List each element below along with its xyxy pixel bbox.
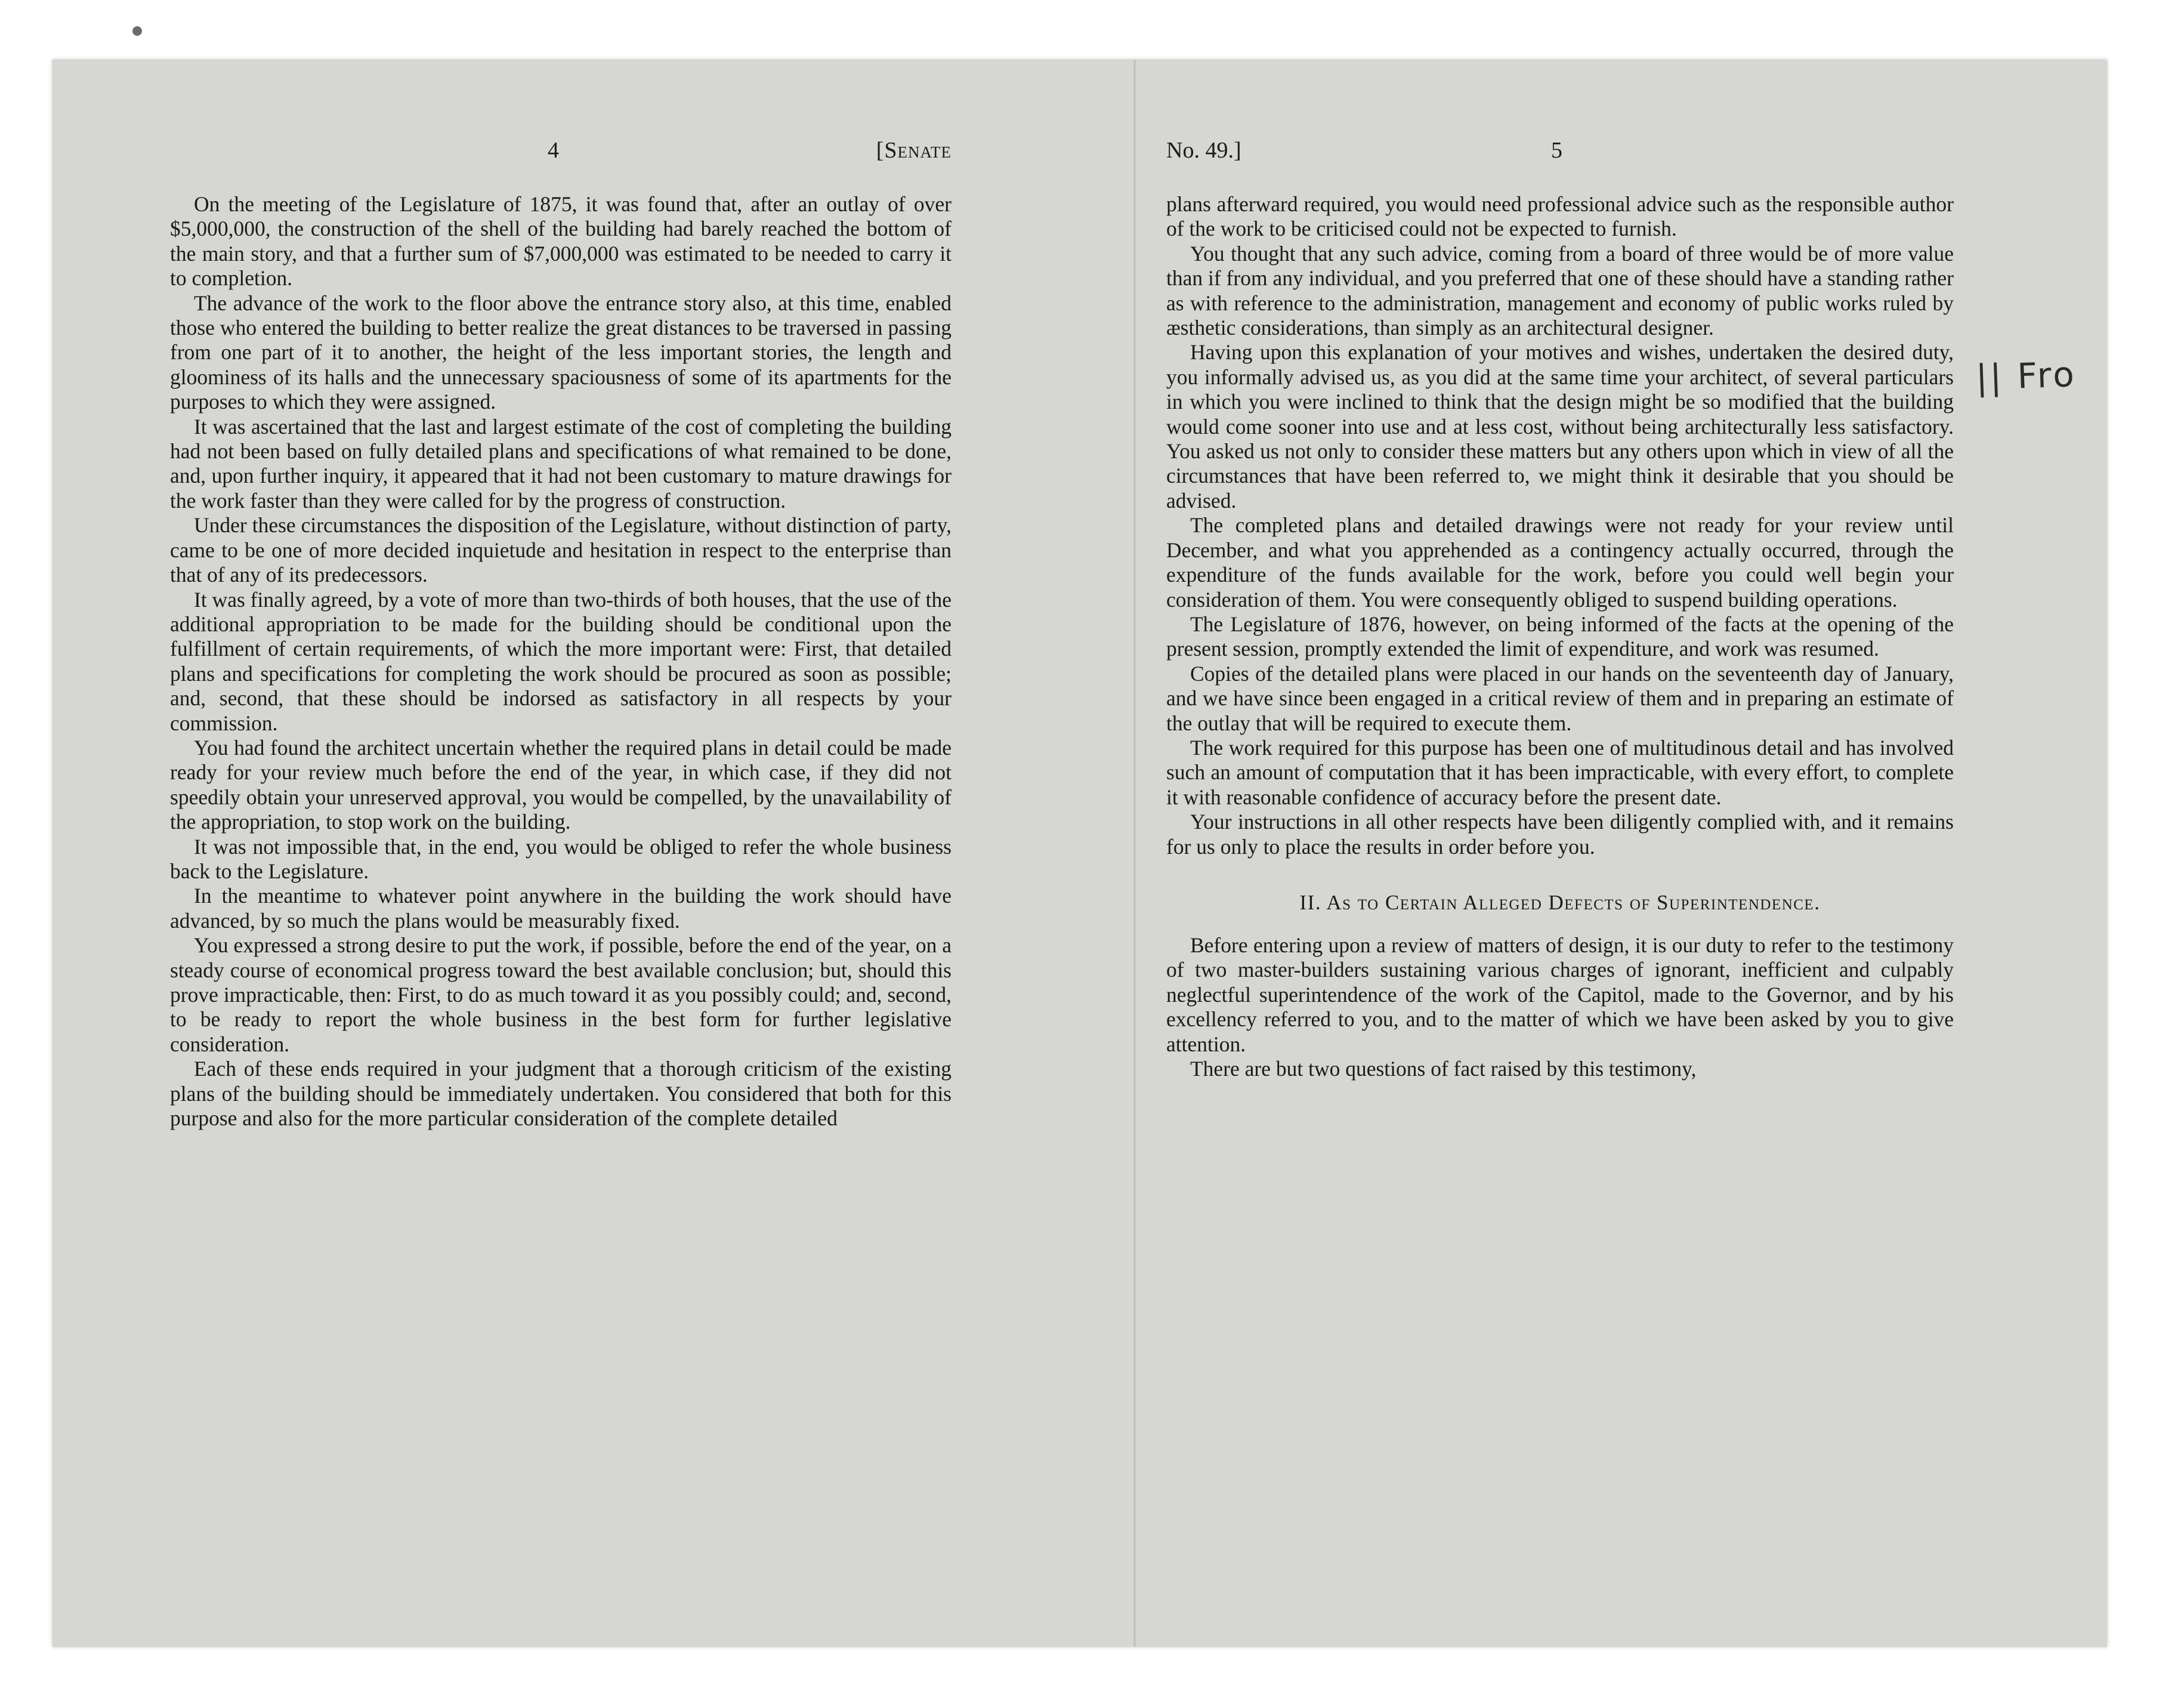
left-paragraph-1: On the meeting of the Legislature of 1875, it was found that, after an outlay of over $5,000,000, the construction of the shell of the building had barely reached the bottom of the main story, and that a further sum of $7,000,000 was estimated to be needed to carry it to completion. [170, 192, 952, 291]
right-paragraph-4: The Legislature of 1876, however, on being informed of the facts at the opening of the present session, promptly extended the limit of expenditure, and work was resumed. [1166, 612, 1954, 661]
left-paragraph-8: In the meantime to whatever point anywhere in the building the work should have advanced, by so much the plans would be measurably fixed. [170, 884, 952, 933]
right-page-number: 5 [1551, 138, 1562, 163]
right-paragraph-7: Your instructions in all other respects have been diligently complied with, and it remains for us only to place the results in order before you. [1166, 810, 1954, 859]
left-paragraph-6: You had found the architect uncertain whether the required plans in detail could be made ready for your review much before the end of the year, in which case, if they did not speedily obtain your unreserved approval, you would be compelled, by the unavailability of the appropriation, to stop work on the building. [170, 735, 952, 834]
right-paragraph-5: Copies of the detailed plans were placed in our hands on the seventeenth day of January, and we have since been engaged in a critical review of them and in preparing an estimate of the outlay that will be required to execute them. [1166, 661, 1954, 735]
right-page [1166, 137, 1954, 1081]
left-paragraph-7: It was not impossible that, in the end, you would be obliged to refer the whole business back to the Legislature. [170, 834, 952, 883]
left-running-head [170, 137, 952, 169]
right-paragraph-2: Having upon this explanation of your motives and wishes, undertaken the desired duty, you informally advised us, as you did at the same time your architect, of several particulars in which you were inclined to think that the design might be so modified that the building would come sooner into use and at less cost, without being architecturally less satisfactory. You asked us not only to consider these matters but any others upon which in view of all the circumstances that have been referred to, we might think it desirable that you should be advised. [1166, 340, 1954, 513]
left-page-number: 4 [548, 138, 559, 163]
left-paragraph-4: Under these circumstances the disposition of the Legislature, without distinction of party, came to be one of more decided inquietude and hesitation in respect to the enterprise than that of any of its predecessors. [170, 513, 952, 587]
left-body [170, 192, 952, 1131]
left-paragraph-2: The advance of the work to the floor above the entrance story also, at this time, enabled those who entered the building to better realize the great distances to be traversed in passing from one part of it to another, the height of the less important stories, the length and gloominess of its halls and the unnecessary spaciousness of some of its apartments for the purposes to which they were assigned. [170, 291, 952, 414]
right-paragraph-1: You thought that any such advice, coming from a board of three would be of more value than if from any individual, and you preferred that one of these should have a standing rather as with reference to the administration, management and economy of public works ruled by æsthetic considerations, than simply as an architectural designer. [1166, 241, 1954, 340]
left-paragraph-3: It was ascertained that the last and largest estimate of the cost of completing the building had not been based on fully detailed plans and specifications of what remained to be done, and, upon further inquiry, it appeared that it had not been customary to mature drawings for the work faster than they were called for by the progress of construction. [170, 414, 952, 513]
left-paragraph-5: It was finally agreed, by a vote of more than two-thirds of both houses, that the use of the additional appropriation to be made for the building should be conditional upon the fulfillment of certain requirements, of which the more important were: First, that detailed plans and specifications for completing the work should be procured as soon as possible; and, second, that these should be indorsed as satisfactory in all respects by your commission. [170, 587, 952, 735]
section-paragraph-1: Before entering upon a review of matters of design, it is our duty to refer to the testimony of two master-builders sustaining various charges of ignorant, inefficient and culpably neglectful superintendence of the work of the Capitol, made to the Governor, and by his excellency referred to you, and to the matter of which we have been asked by you to give attention. [1166, 933, 1954, 1056]
left-header-tag: [Senate [876, 138, 952, 163]
section-paragraph-2: There are but two questions of fact raised by this testimony, [1190, 1057, 1697, 1081]
left-paragraph-9: You expressed a strong desire to put the work, if possible, before the end of the year, on a steady course of economical progress toward the best available conclusion; but, should this prove impracticable, then: First, to do as much toward it as you possibly could; and, second, to be ready to report the whole business in the best form for further legislative consideration. [170, 933, 952, 1056]
right-header-tag: No. 49.] [1166, 138, 1241, 163]
handwritten-margin-note: || Fro [1975, 354, 2077, 398]
right-paragraph-6: The work required for this purpose has been one of multitudinous detail and has involved such an amount of computation that it has been impracticable, with every effort, to complete it with reasonable confidence of accuracy before the present date. [1166, 735, 1954, 809]
right-running-head [1166, 137, 1954, 169]
left-page [170, 137, 952, 1131]
page-fold [1133, 60, 1136, 1647]
right-paragraph-3: The completed plans and detailed drawings were not ready for your review until December, and what you apprehended as a contingency actually occurred, through the expenditure of the funds available for the work, before you could well begin your consideration of them. You were consequently obliged to suspend building operations. [1166, 513, 1954, 612]
section-heading: II. As to Certain Alleged Defects of Superintendence. [1299, 890, 1821, 914]
left-paragraph-10: Each of these ends required in your judgment that a thorough criticism of the existing plans of the building should be immediately undertaken. You considered that both for this purpose and also for the more particular consideration of the complete detailed [170, 1057, 952, 1131]
right-body [1166, 192, 1954, 1081]
right-continuation: plans afterward required, you would need professional advice such as the responsible author of the work to be criticised could not be expected to furnish. [1166, 192, 1954, 241]
